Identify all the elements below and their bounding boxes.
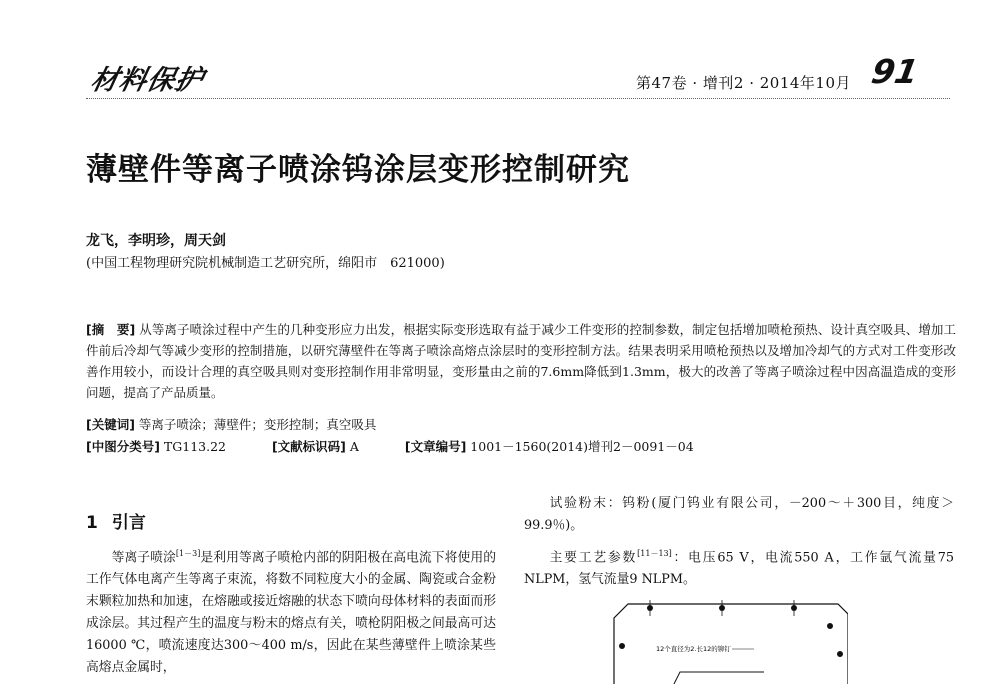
intro-paragraph <box>86 543 496 679</box>
intro-text-a: 等离子喷涂 <box>111 550 176 566</box>
issue-info: 第47卷 · 增刊2 · 2014年10月 <box>636 74 852 92</box>
params-text-b: ：电压65 V，电流550 A，工作氩气流量75 NLPM，氢气流量9 NLPM。 <box>524 550 954 588</box>
rivet-markers <box>619 605 843 657</box>
abstract-text: 从等离子喷涂过程中产生的几种变形应力出发，根据实际变形选取有益于减少工件变形的控制参数，制定包括增加喷枪预热、设计真空吸具、增加工件前后冷却气等减少变形的控制措施，以研究薄壁件在等离子喷涂高熔点涂层时的变形控制方法。结果表明采用喷枪预热以及增加冷却气的方式对工件变形改善作用较小，而设计合理的真空吸具则对变形控制作用非常明显，变形量由之前的7.6mm降低到1.3mm，极大的改善了等离子喷涂过程中因高温造成的变形问题，提高了产品质量。 <box>86 322 956 400</box>
figure-fixture-drawing <box>604 598 848 684</box>
section-heading <box>86 508 146 533</box>
article-no-value: 1001－1560(2014)增刊2－0091－04 <box>470 439 694 454</box>
header-rule <box>86 98 950 99</box>
clc-label: [中图分类号] <box>86 439 160 454</box>
params-paragraph <box>524 543 954 591</box>
doc-code-value: A <box>349 439 359 454</box>
abstract-label: [摘 要] <box>86 322 136 337</box>
intro-ref: [1－3] <box>175 549 201 558</box>
clc-value: TG113.22 <box>163 439 226 454</box>
article-title: 薄壁件等离子喷涂钨涂层变形控制研究 <box>86 152 630 188</box>
authors: 龙飞，李明珍，周天剑 <box>86 233 226 249</box>
figure-label: 12个直径为2.长12的铆钉 <box>656 645 731 653</box>
params-text-a: 主要工艺参数 <box>549 550 638 566</box>
keywords <box>86 415 376 433</box>
article-no-label: [文章编号] <box>404 439 467 454</box>
journal-logo: 材料保护 <box>88 65 207 96</box>
rivet-hole <box>827 623 833 629</box>
keywords-label: [关键词] <box>86 417 135 432</box>
doc-code-label: [文献标识码] <box>271 439 346 454</box>
page-number: 91 <box>868 52 922 91</box>
classification-line <box>86 437 966 455</box>
params-ref: [11－13] <box>637 549 672 558</box>
intro-text-b: 是利用等离子喷枪内部的阴阳极在高电流下将使用的工作气体电离产生等离子束流，将数不同粒度大小的金属、陶瓷或合金粉末颗粒加热和加速，在熔融或接近熔融的状态下喷向母体材料的表面而形成涂层。其过程产生的温度与粉末的熔点有关，喷枪阴阳极之间最高可达16000 ℃，喷流速度达300～400 m/s，因此在某些薄壁件上喷涂某些高熔点金属时， <box>86 550 497 676</box>
rivet-hole <box>837 651 843 657</box>
section-number: 1 <box>86 513 98 533</box>
rivet-hole <box>619 643 625 649</box>
abstract <box>86 319 956 403</box>
affiliation: (中国工程物理研究院机械制造工艺研究所，绵阳市 621000) <box>86 256 445 271</box>
keywords-text: 等离子喷涂；薄壁件；变形控制；真空吸具 <box>138 417 377 432</box>
powder-paragraph: 试验粉末：钨粉(厦门钨业有限公司，－200～＋300目，纯度＞99.9％)。 <box>524 496 954 533</box>
section-title: 引言 <box>111 513 146 533</box>
